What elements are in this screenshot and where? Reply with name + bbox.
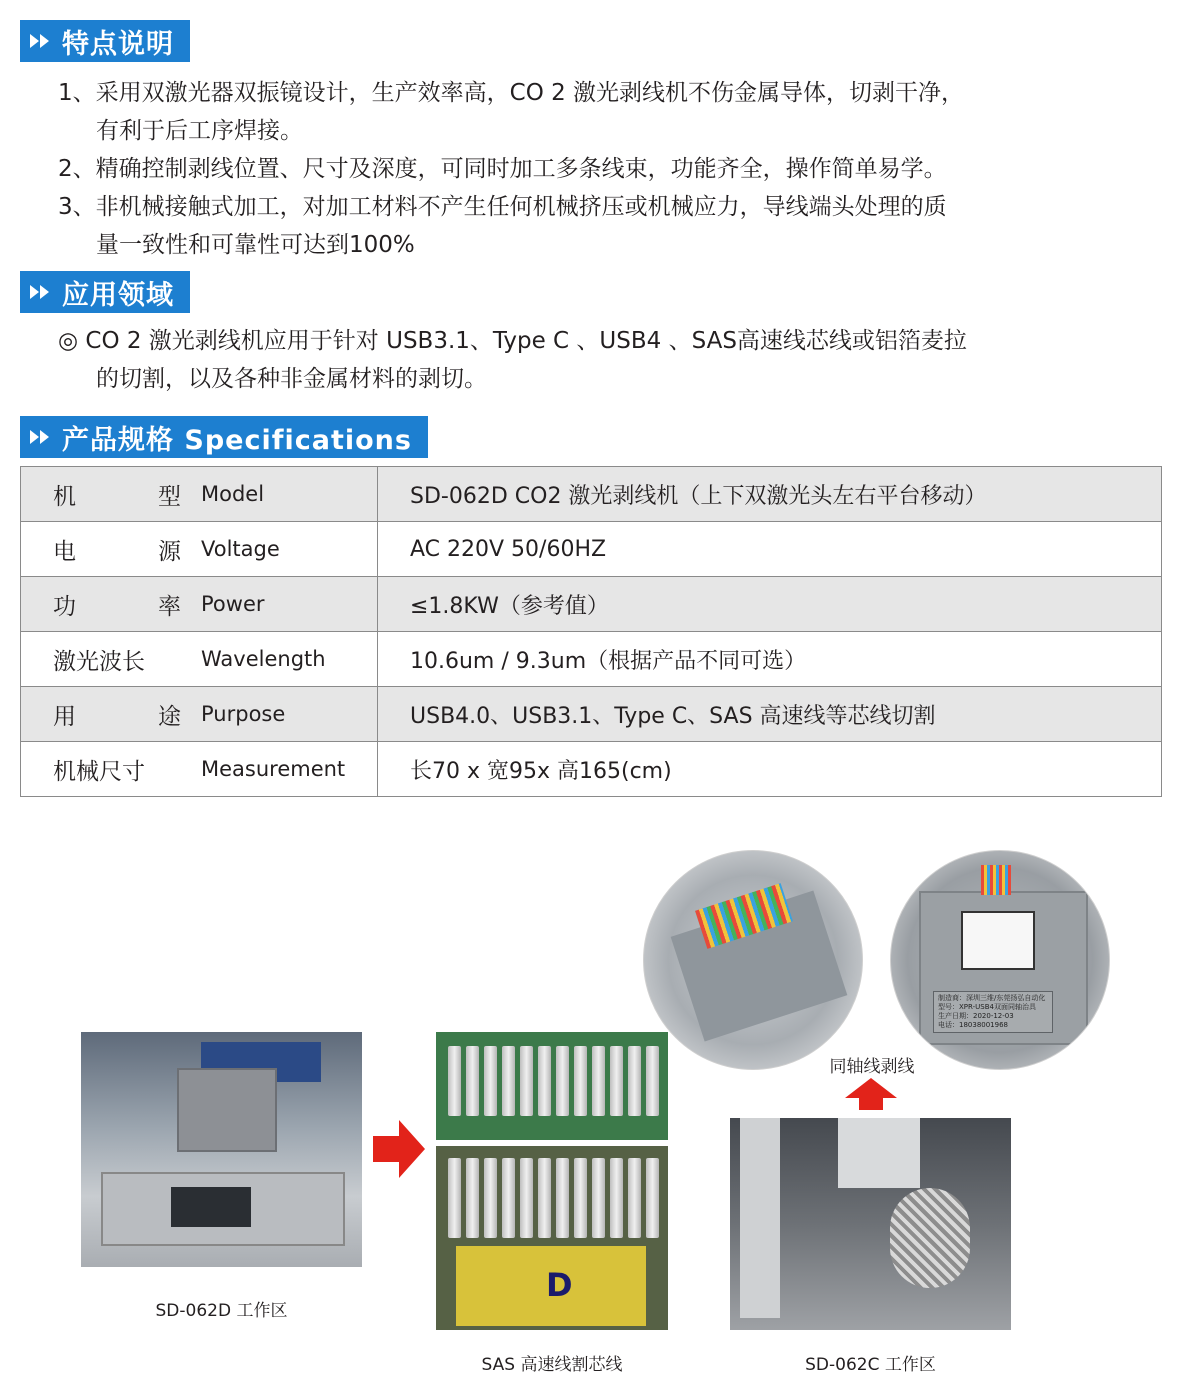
section-title: 特点说明 (62, 28, 174, 60)
section-title: 产品规格 Specifications (62, 424, 412, 456)
feature-line: 2、精确控制剥线位置、尺寸及深度，可同时加工多条线束，功能齐全，操作简单易学。 (58, 156, 947, 182)
spec-label-en: Model (201, 482, 265, 506)
spec-row (21, 742, 1162, 797)
spec-label-zh: 电 源 (53, 538, 181, 565)
double-arrow-icon (30, 285, 50, 299)
machine-photo (81, 1032, 362, 1267)
caption-coax: 同轴线剥线 (829, 1057, 915, 1077)
coax-closeup-photo-1 (643, 850, 863, 1070)
caption-dual: SD-062C 工作区 (805, 1355, 936, 1375)
dual-head-photo (730, 1118, 1011, 1330)
features-text (58, 74, 1118, 264)
spec-label-en: Voltage (201, 537, 280, 561)
spec-label-zh: 功 率 (53, 593, 181, 620)
spec-label-cell (21, 632, 378, 687)
application-line: ◎ CO 2 激光剥线机应用于针对 USB3.1、Type C 、USB4 、SAS高速线芯线或铝箔麦拉 (58, 328, 967, 354)
spec-value-cell: AC 220V 50/60HZ (378, 522, 1162, 577)
spec-row (21, 687, 1162, 742)
spec-label-cell (21, 522, 378, 577)
arrow-up-icon (845, 1078, 897, 1110)
spec-row (21, 467, 1162, 522)
application-line: 的切割，以及各种非金属材料的剥切。 (96, 366, 487, 392)
caption-wires: SAS 高速线割芯线 (481, 1355, 623, 1375)
arrow-right-icon (373, 1120, 425, 1178)
feature-line: 有利于后工序焊接。 (96, 118, 303, 144)
spec-value-cell: SD-062D CO2 激光剥线机（上下双激光头左右平台移动） (378, 467, 1162, 522)
wires-photo-bottom (436, 1146, 668, 1330)
spec-value-cell: 长70 x 宽95x 高165(cm) (378, 742, 1162, 797)
wires-photo-top (436, 1032, 668, 1140)
caption-machine: SD-062D 工作区 (155, 1301, 288, 1321)
photo-mark: D (546, 1266, 573, 1304)
spec-value-cell: USB4.0、USB3.1、Type C、SAS 高速线等芯线切割 (378, 687, 1162, 742)
spec-label-en: Power (201, 592, 265, 616)
spec-row (21, 632, 1162, 687)
fixture-label: 制造商：深圳三维/东莞扬弘自动化 型号：XPR-USB4双面同轴治具 生产日期：2020-12-03 电话：18038001968 (933, 991, 1053, 1033)
feature-line: 量一致性和可靠性可达到100% (96, 232, 415, 258)
section-header-specs (20, 416, 428, 458)
spec-value-cell: ≤1.8KW（参考值） (378, 577, 1162, 632)
spec-label-zh: 机械尺寸 (53, 758, 145, 785)
spec-label-cell (21, 687, 378, 742)
section-header-applications (20, 271, 190, 313)
spec-label-zh: 机 型 (53, 483, 181, 510)
spec-label-cell (21, 467, 378, 522)
applications-text (58, 322, 1118, 398)
spec-value-cell: 10.6um / 9.3um（根据产品不同可选） (378, 632, 1162, 687)
spec-label-en: Wavelength (201, 647, 326, 671)
spec-label-zh: 激光波长 (53, 648, 145, 675)
spec-row (21, 577, 1162, 632)
coax-closeup-photo-2 (890, 850, 1110, 1070)
double-arrow-icon (30, 34, 50, 48)
spec-label-en: Measurement (201, 757, 346, 781)
spec-label-en: Purpose (201, 702, 286, 726)
spec-label-cell (21, 577, 378, 632)
feature-line: 1、采用双激光器双振镜设计，生产效率高，CO 2 激光剥线机不伤金属导体，切剥干净， (58, 80, 965, 106)
spec-label-zh: 用 途 (53, 703, 181, 730)
spec-label-cell (21, 742, 378, 797)
feature-line: 3、非机械接触式加工，对加工材料不产生任何机械挤压或机械应力，导线端头处理的质 (58, 194, 947, 220)
section-title: 应用领域 (62, 279, 174, 311)
spec-row (21, 522, 1162, 577)
section-header-features (20, 20, 190, 62)
spec-table (20, 466, 1162, 797)
double-arrow-icon (30, 430, 50, 444)
